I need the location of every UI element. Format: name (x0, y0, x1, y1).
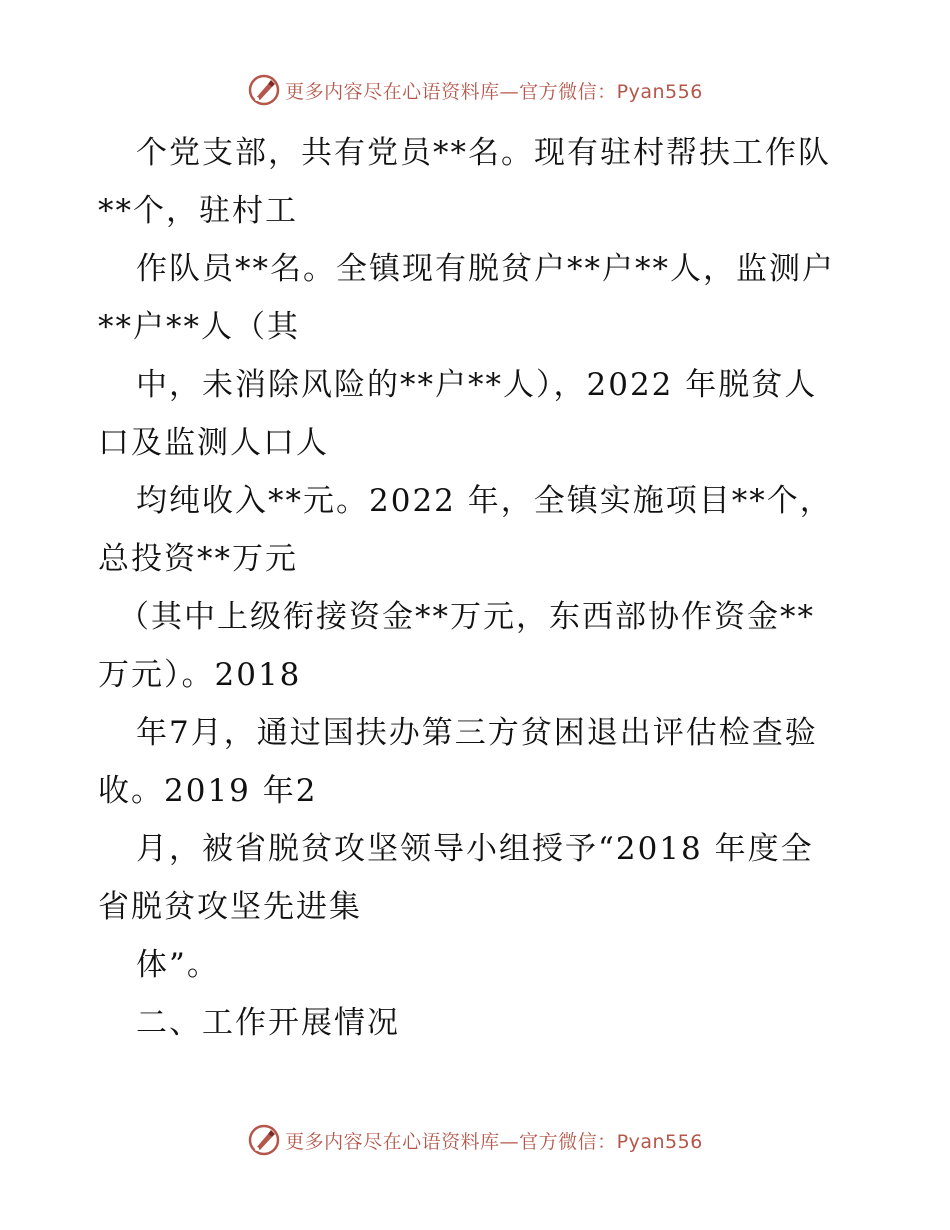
text-line: 总投资**万元 (98, 541, 298, 577)
text-line: **个，驻村工 (98, 193, 298, 229)
document-body (98, 124, 858, 1052)
text-line: 体”。 (136, 947, 220, 983)
footer-watermark-text: 更多内容尽在心语资料库—官方微信：Pyan556 (285, 1130, 703, 1153)
text-line: （其中上级衔接资金**万元，东西部协作资金** (118, 599, 815, 635)
text-line: 省脱贫攻坚先进集 (98, 889, 362, 925)
text-line: 月，被省脱贫攻坚领导小组授予“2018 年度全 (136, 831, 814, 867)
text-line: 年7月，通过国扶办第三方贫困退出评估检查验 (136, 715, 818, 751)
text-line: 中，未消除风险的**户**人），2022 年脱贫人 (136, 367, 818, 403)
text-line: 口及监测人口人 (98, 425, 329, 461)
text-line: 收。2019 年2 (98, 773, 318, 809)
section-heading: 二、工作开展情况 (136, 1005, 400, 1041)
footer-watermark (0, 1122, 950, 1158)
header-watermark-text: 更多内容尽在心语资料库—官方微信：Pyan556 (285, 80, 703, 103)
text-line: 万元）。2018 (98, 657, 302, 693)
pen-logo-icon (247, 73, 281, 107)
text-line: 均纯收入**元。2022 年，全镇实施项目**个， (136, 483, 833, 519)
text-line: 作队员**名。全镇现有脱贫户**户**人，监测户 (136, 251, 835, 287)
text-line: 个党支部，共有党员**名。现有驻村帮扶工作队 (136, 135, 831, 171)
pen-logo-icon (247, 1123, 281, 1157)
text-line: **户**人（其 (98, 309, 300, 345)
header-watermark (0, 72, 950, 108)
